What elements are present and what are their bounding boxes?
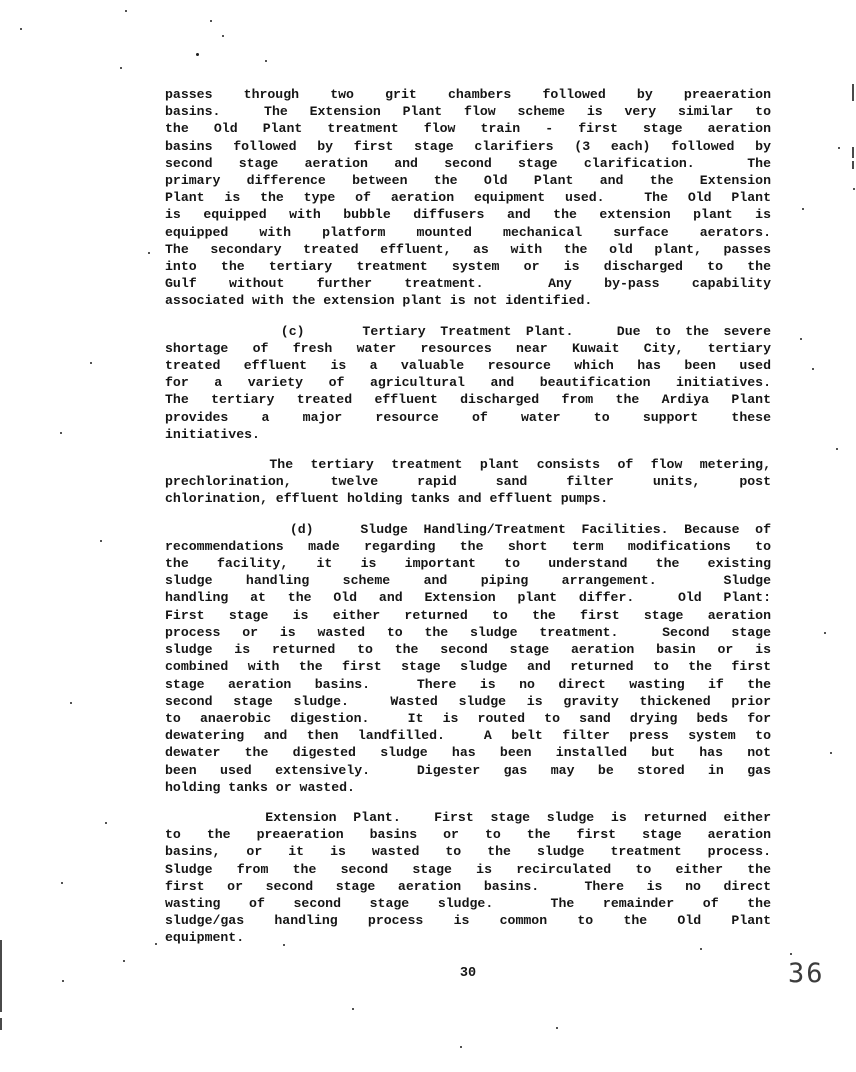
text-line: Extension Plant. First stage sludge is returned either [165, 809, 771, 825]
text-line: prechlorination, twelve rapid sand filter units, post [165, 474, 771, 490]
text-line: is equipped with bubble diffusers and the extension plant is [165, 207, 771, 223]
scan-speck [824, 632, 826, 634]
text-line: for a variety of agricultural and beautification initiatives. [165, 375, 771, 391]
scan-speck [830, 752, 832, 754]
text-line: the Old Plant treatment flow train - first stage aeration [165, 121, 771, 137]
text-line: (c) Tertiary Treatment Plant. Due to the severe [165, 323, 771, 339]
stamp-page-number: 36 [788, 958, 825, 989]
scan-speck [222, 35, 224, 37]
scan-speck [352, 1008, 354, 1010]
text-line: Plant is the type of aeration equipment used. The Old Plant [165, 190, 771, 206]
text-line: provides a major resource of water to support these [165, 409, 771, 425]
scan-speck [800, 338, 802, 340]
scan-speck [812, 368, 814, 370]
paragraph [165, 809, 771, 947]
text-line: first or second stage aeration basins. There is no direct [165, 878, 771, 894]
text-line: basins. The Extension Plant flow scheme is very similar to [165, 104, 771, 120]
text-line: dewatering and then landfilled. A belt filter press system to [165, 728, 771, 744]
scan-speck [210, 20, 212, 22]
text-line: combined with the first stage sludge and returned to the first [165, 659, 771, 675]
scan-speck [802, 208, 804, 210]
text-line: second stage sludge. Wasted sludge is gravity thickened prior [165, 693, 771, 709]
scan-speck [100, 540, 102, 542]
scan-speck [155, 943, 157, 945]
text-line: stage aeration basins. There is no direct wasting if the [165, 676, 771, 692]
scan-speck [61, 882, 63, 884]
text-line: Sludge from the second stage is recirculated to either the [165, 861, 771, 877]
text-line: into the tertiary treatment system or is discharged to the [165, 259, 771, 275]
text-line: chlorination, effluent holding tanks and effluent pumps. [165, 491, 609, 507]
scan-speck [62, 980, 64, 982]
scan-speck [460, 1046, 462, 1048]
scan-speck [700, 948, 702, 950]
text-line: The tertiary treated effluent discharged from the Ardiya Plant [165, 392, 771, 408]
scan-speck [125, 10, 127, 12]
text-line: sludge/gas handling process is common to the Old Plant [165, 913, 771, 929]
text-line: First stage is either returned to the first stage aeration [165, 607, 771, 623]
text-line: second stage aeration and second stage clarification. The [165, 155, 771, 171]
text-line: The tertiary treatment plant consists of flow metering, [165, 457, 771, 473]
text-line: equipment. [165, 930, 245, 946]
text-line: basins, or it is wasted to the sludge treatment process. [165, 844, 771, 860]
scan-speck [105, 822, 107, 824]
paragraph [165, 86, 771, 310]
scan-speck [836, 448, 838, 450]
scan-speck [60, 432, 62, 434]
text-line: recommendations made regarding the short term modifications to [165, 538, 771, 554]
text-line: shortage of fresh water resources near Kuwait City, tertiary [165, 340, 771, 356]
text-line: (d) Sludge Handling/Treatment Facilities. Because of [165, 521, 771, 537]
scan-edge-mark [0, 940, 2, 1012]
text-line: holding tanks or wasted. [165, 779, 355, 795]
scan-speck [148, 252, 150, 254]
scan-speck [283, 944, 285, 946]
text-line: passes through two grit chambers followed by preaeration [165, 87, 771, 102]
text-line: been used extensively. Digester gas may be stored in gas [165, 762, 771, 778]
scan-speck [265, 60, 267, 62]
scan-speck [120, 67, 122, 69]
text-line: treated effluent is a valuable resource which has been used [165, 358, 771, 374]
scan-speck [20, 28, 22, 30]
text-line: associated with the extension plant is not identified. [165, 293, 593, 309]
paragraph [165, 521, 771, 796]
text-line: initiatives. [165, 426, 260, 442]
page-text-block [165, 86, 771, 960]
text-line: handling at the Old and Extension plant differ. Old Plant: [165, 590, 771, 606]
text-line: The secondary treated effluent, as with the old plant, passes [165, 241, 771, 257]
scan-speck [838, 147, 840, 149]
paragraph [165, 323, 771, 443]
scan-speck [196, 53, 199, 56]
text-line: to anaerobic digestion. It is routed to sand drying beds for [165, 710, 771, 726]
scan-speck [556, 1027, 558, 1029]
text-line: equipped with platform mounted mechanical surface aerators. [165, 224, 771, 240]
scan-speck [853, 188, 855, 190]
scan-edge-mark [852, 161, 854, 169]
text-line: to the preaeration basins or to the first stage aeration [165, 827, 771, 843]
scan-edge-mark [0, 1018, 2, 1030]
text-line: Gulf without further treatment. Any by-pass capability [165, 276, 771, 292]
text-line: sludge handling scheme and piping arrangement. Sludge [165, 573, 771, 589]
scan-speck [790, 953, 792, 955]
scan-speck [123, 960, 125, 962]
text-line: dewater the digested sludge has been installed but has not [165, 745, 771, 761]
text-line: primary difference between the Old Plant and the Extension [165, 173, 771, 189]
footer-page-number: 30 [459, 966, 477, 981]
text-line: wasting of second stage sludge. The remainder of the [165, 895, 771, 911]
text-line: basins followed by first stage clarifiers (3 each) followed by [165, 138, 771, 154]
text-line: process or is wasted to the sludge treatment. Second stage [165, 624, 771, 640]
scan-speck [70, 702, 72, 704]
text-line: the facility, it is important to understand the existing [165, 556, 771, 572]
paragraph [165, 456, 771, 508]
text-line: sludge is returned to the second stage aeration basin or is [165, 642, 771, 658]
scan-speck [90, 362, 92, 364]
scan-edge-mark [852, 147, 854, 158]
scan-edge-mark [852, 84, 854, 101]
